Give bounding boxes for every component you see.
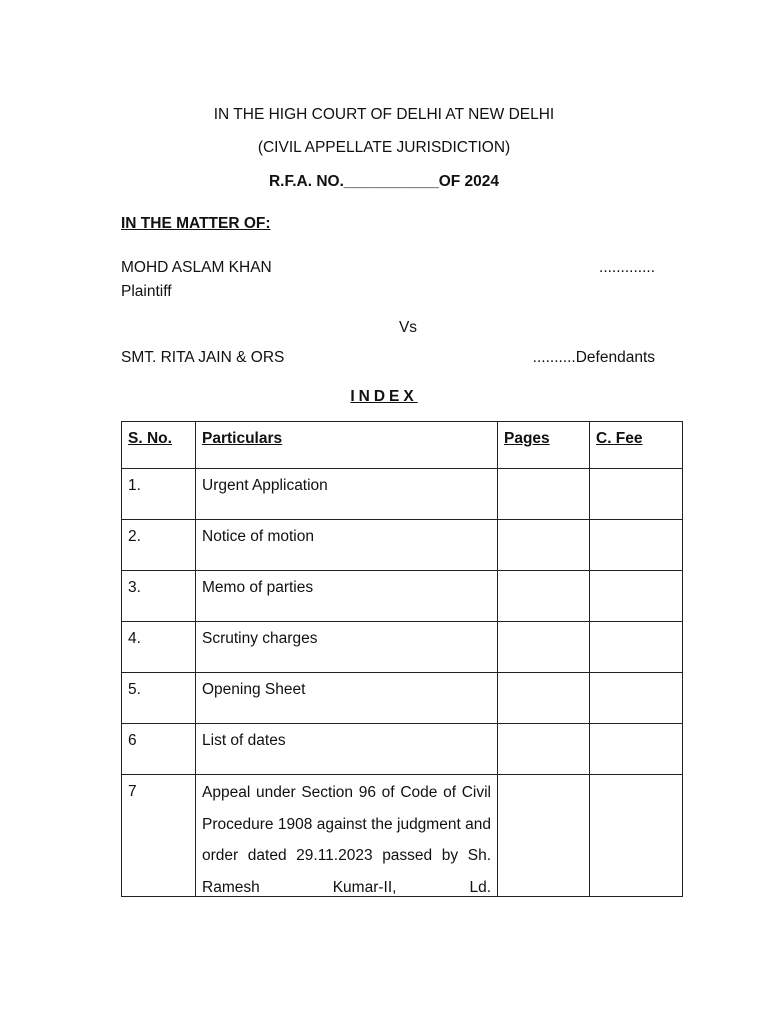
header-sno: S. No. xyxy=(122,422,196,469)
row-sno: 5. xyxy=(122,673,196,724)
defendant-role: ..........Defendants xyxy=(532,349,655,366)
row-particulars: List of dates xyxy=(196,724,498,775)
index-table xyxy=(121,421,683,897)
table-row xyxy=(122,571,683,622)
row-fee xyxy=(590,724,683,775)
row-sno: 7 xyxy=(122,775,196,897)
plaintiff-dots: ............. xyxy=(599,259,655,276)
row-sno: 3. xyxy=(122,571,196,622)
row-pages xyxy=(498,724,590,775)
row-particulars: Opening Sheet xyxy=(196,673,498,724)
row-fee xyxy=(590,469,683,520)
row-particulars: Scrutiny charges xyxy=(196,622,498,673)
matter-label: IN THE MATTER OF: xyxy=(121,215,271,232)
table-row xyxy=(122,724,683,775)
row-sno: 4. xyxy=(122,622,196,673)
plaintiff-name: MOHD ASLAM KHAN xyxy=(121,259,272,276)
row-fee xyxy=(590,775,683,897)
row-fee xyxy=(590,571,683,622)
row-particulars: Memo of parties xyxy=(196,571,498,622)
row-fee xyxy=(590,673,683,724)
row-pages xyxy=(498,469,590,520)
row-sno: 2. xyxy=(122,520,196,571)
row-particulars: Appeal under Section 96 of Code of Civil Procedure 1908 against the judgment and order dated 29.11.2023 passed by Sh. Ramesh Kumar-II, Ld. xyxy=(202,784,491,895)
row-fee xyxy=(590,520,683,571)
row-fee xyxy=(590,622,683,673)
row-pages xyxy=(498,520,590,571)
table-row xyxy=(122,622,683,673)
defendant-name: SMT. RITA JAIN & ORS xyxy=(121,349,285,366)
row-pages xyxy=(498,571,590,622)
table-row xyxy=(122,775,683,897)
row-sno: 1. xyxy=(122,469,196,520)
header-pages: Pages xyxy=(498,422,590,469)
court-heading: IN THE HIGH COURT OF DELHI AT NEW DELHI xyxy=(213,106,555,123)
row-particulars: Urgent Application xyxy=(196,469,498,520)
table-row xyxy=(122,520,683,571)
table-row xyxy=(122,469,683,520)
row-particulars-cell xyxy=(196,775,498,897)
row-pages xyxy=(498,775,590,897)
case-number: R.F.A. NO.___________OF 2024 xyxy=(268,173,500,190)
row-pages xyxy=(498,673,590,724)
header-particulars: Particulars xyxy=(196,422,498,469)
jurisdiction-heading: (CIVIL APPELLATE JURISDICTION) xyxy=(257,139,511,156)
versus-label: Vs xyxy=(398,319,418,336)
header-fee: C. Fee xyxy=(590,422,683,469)
row-particulars: Notice of motion xyxy=(196,520,498,571)
row-sno: 6 xyxy=(122,724,196,775)
table-row xyxy=(122,673,683,724)
plaintiff-role: Plaintiff xyxy=(121,283,172,300)
row-pages xyxy=(498,622,590,673)
table-header-row xyxy=(122,422,683,469)
index-title: INDEX xyxy=(350,388,418,405)
